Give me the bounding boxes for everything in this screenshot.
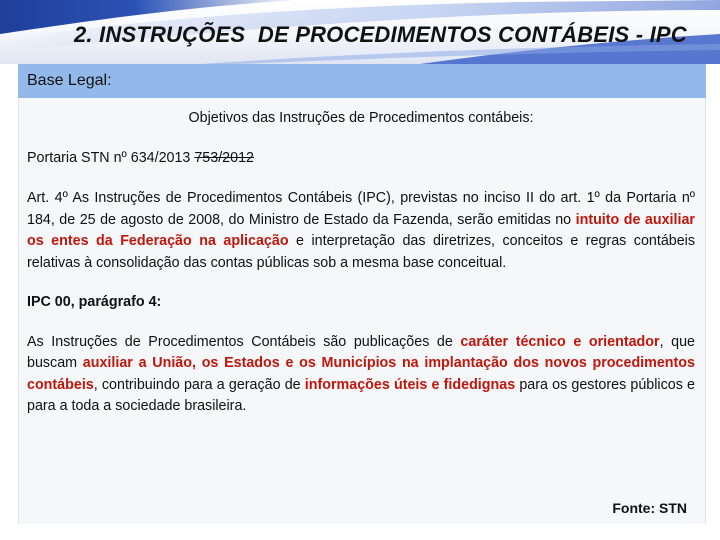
ipc-paragraph <box>27 332 695 418</box>
slide-header <box>0 0 720 64</box>
art4-paragraph <box>27 188 695 274</box>
ipc-text-2: , que buscam <box>27 333 695 371</box>
slide-title: 2. INSTRUÇÕES DE PROCEDIMENTOS CONTÁBEIS - IPC <box>74 22 687 47</box>
art4-text-2: e interpretação das diretrizes, conceitos e regras contábeis relativas à consolidação das contas públicas sob a mesma base conceitual. <box>27 233 696 271</box>
art4-highlight: intuito de auxiliar os entes da Federação na aplicação <box>27 211 695 249</box>
art4-text-1: Art. 4º As Instruções de Procedimentos Contábeis (IPC), previstas no inciso II do art. 1º da Portaria nº 184, de 25 de agosto de 2008, do Ministro de Estado da Fazenda, serão emitidas no <box>27 190 695 228</box>
portaria-line <box>27 148 695 170</box>
content-panel <box>18 98 706 524</box>
portaria-struck: 753/2012 <box>194 149 254 166</box>
content-body <box>27 108 695 436</box>
ipc-highlight-2: auxiliar a União, os Estados e os Municípios na implantação dos novos procedimentos contábeis <box>27 355 695 393</box>
ipc-heading: IPC 00, parágrafo 4: <box>27 294 162 310</box>
ipc-highlight-3: informações úteis e fidedignas <box>304 376 516 393</box>
portaria-current: Portaria STN nº 634/2013 <box>27 149 195 166</box>
ipc-highlight-1: caráter técnico e orientador <box>460 333 660 350</box>
ipc-text-1: As Instruções de Procedimentos Contábeis são publicações de <box>27 333 461 350</box>
base-legal-bar <box>18 64 706 98</box>
ipc-text-4: para os gestores públicos e para a toda a sociedade brasileira. <box>27 376 695 414</box>
source-note: Fonte: STN <box>612 500 687 516</box>
base-legal-label: Base Legal: <box>27 72 112 89</box>
objetivos-heading: Objetivos das Instruções de Procedimentos contábeis: <box>188 110 534 126</box>
ipc-text-3: , contribuindo para a geração de <box>93 376 305 393</box>
